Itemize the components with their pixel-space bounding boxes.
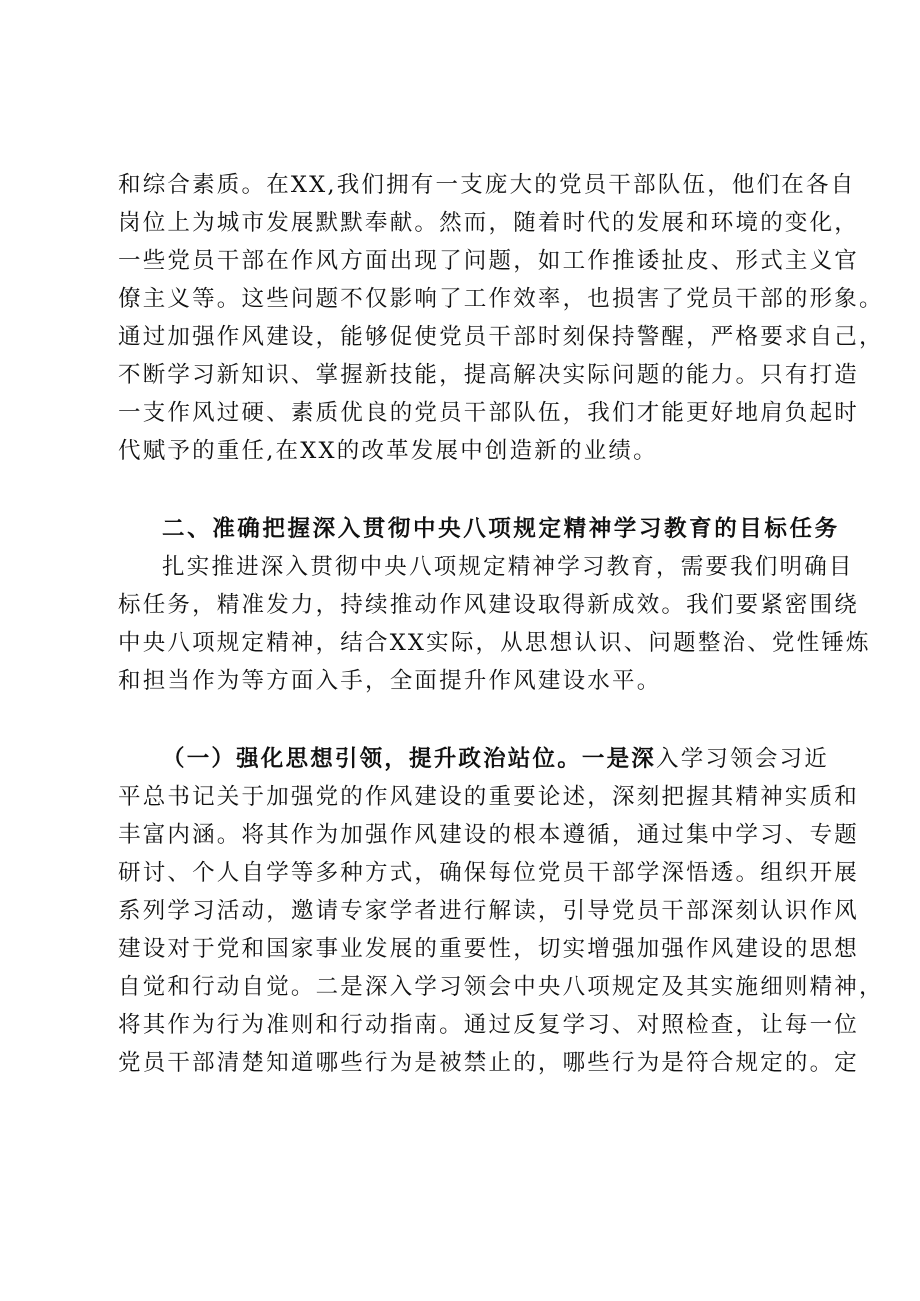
text-line: 代赋予的重任,在XX的改革发展中创造新的业绩。: [118, 438, 658, 464]
text-line: 将其作为行为准则和行动指南。通过反复学习、对照检查，让每一位: [118, 1012, 860, 1038]
subsection-lead-line: [162, 739, 872, 779]
text-line: 党员干部清楚知道哪些行为是被禁止的，哪些行为是符合规定的。定: [118, 1050, 860, 1076]
subsection-heading: （一）强化思想引领，提升政治站位。一是深: [162, 746, 657, 772]
text-line: 标任务，精准发力，持续推动作风建设取得新成效。我们要紧密围绕: [118, 592, 860, 618]
text-line: 研讨、个人自学等多种方式，确保每位党员干部学深悟透。组织开展: [118, 860, 860, 886]
text-line: 一支作风过硬、素质优良的党员干部队伍，我们才能更好地肩负起时: [118, 400, 860, 426]
text-run: 入学习领会习近: [656, 746, 829, 772]
text-line: 一些党员干部在作风方面出现了问题，如工作推诿扯皮、形式主义官: [118, 248, 860, 274]
text-line: 系列学习活动，邀请专家学者进行解读，引导党员干部深刻认识作风: [118, 898, 860, 924]
text-line: 中央八项规定精神，结合XX实际，从思想认识、问题整治、党性锤炼: [118, 630, 871, 656]
text-line: 通过加强作风建设，能够促使党员干部时刻保持警醒，严格要求自己，: [118, 324, 884, 350]
text-line: 不断学习新知识、掌握新技能，提高解决实际问题的能力。只有打造: [118, 362, 860, 388]
text-line: 和综合素质。在XX,我们拥有一支庞大的党员干部队伍，他们在各自: [118, 172, 856, 198]
text-line: 和担当作为等方面入手，全面提升作风建设水平。: [118, 668, 662, 694]
text-line: 僚主义等。这些问题不仅影响了工作效率，也损害了党员干部的形象。: [118, 286, 884, 312]
section-heading: 二、准确把握深入贯彻中央八项规定精神学习教育的目标任务: [162, 516, 840, 542]
text-line: 平总书记关于加强党的作风建设的重要论述，深刻把握其精神实质和: [118, 784, 860, 810]
text-line: 自觉和行动自觉。二是深入学习领会中央八项规定及其实施细则精神，: [118, 974, 884, 1000]
text-line: 丰富内涵。将其作为加强作风建设的根本遵循，通过集中学习、专题: [118, 822, 860, 848]
text-line: 扎实推进深入贯彻中央八项规定精神学习教育，需要我们明确目: [162, 554, 854, 580]
text-line: 建设对于党和国家事业发展的重要性，切实增强加强作风建设的思想: [118, 936, 860, 962]
text-line: 岗位上为城市发展默默奉献。然而，随着时代的发展和环境的变化，: [118, 210, 860, 236]
